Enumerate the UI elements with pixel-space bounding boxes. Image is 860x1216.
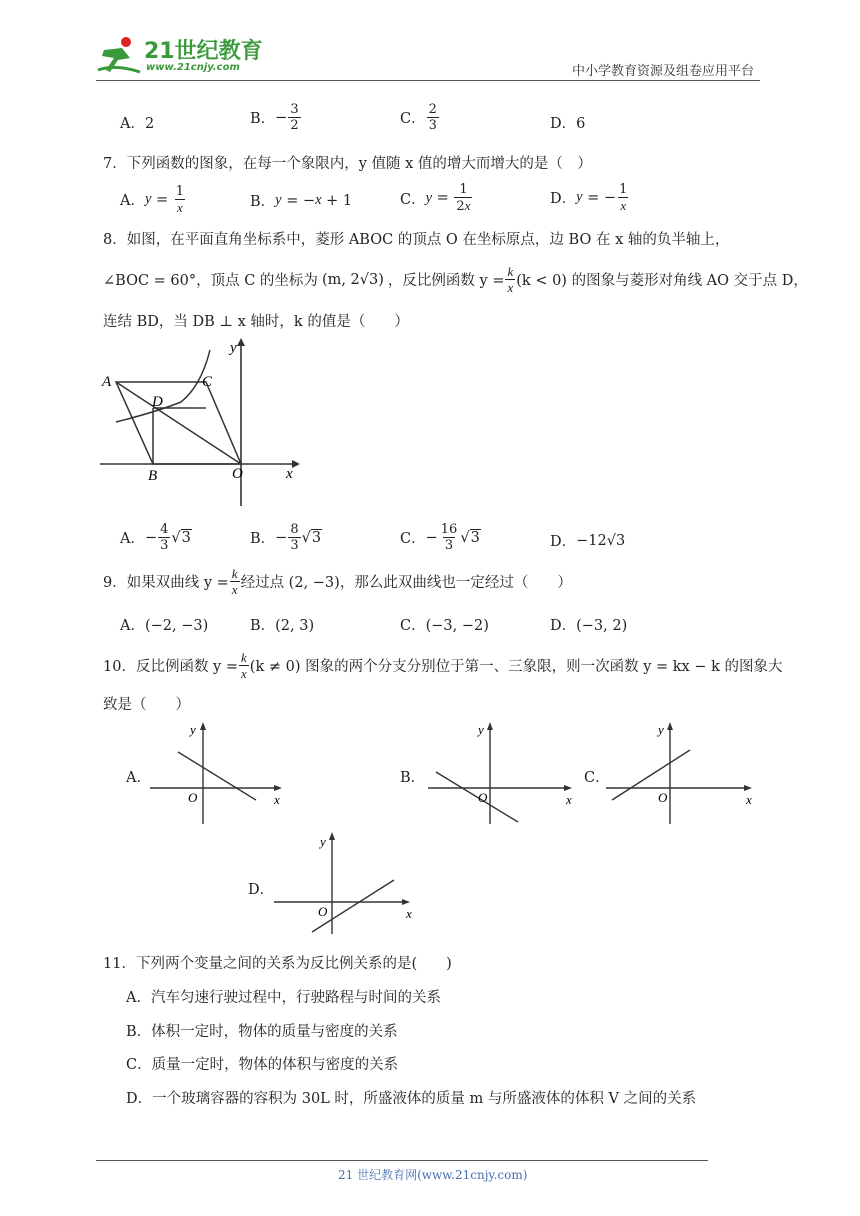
footer-rule (96, 1160, 708, 1161)
q10-graph-d (272, 830, 432, 940)
svg-text:O: O (188, 790, 198, 805)
q7-option-a[interactable]: A． y = $\frac{1}{x}$ (120, 184, 185, 215)
q8-line2: ∠BOC = 60°，顶点 C 的坐标为 (m, 2√3) ，反比例函数 y = $\frac{k}{x}$ (k < 0) 的图象与菱形对角线 AO 交于点 D， (103, 264, 808, 295)
svg-text:y: y (190, 722, 196, 737)
q8-option-b[interactable]: B． − $\frac{8}{3}$ √ 3 (250, 522, 322, 553)
fig-label-d: D (152, 394, 163, 410)
q8-option-a[interactable]: A． − $\frac{4}{3}$ √ 3 (120, 522, 191, 553)
q10-stem-cont: 致是（ ） (103, 697, 190, 713)
svg-text:y: y (478, 722, 484, 737)
q10-graph-b (426, 720, 586, 830)
fig-label-o: O (232, 466, 243, 482)
q8-option-c[interactable]: C． − $\frac{16}{3}$ √ 3 (400, 522, 480, 553)
q9-option-d[interactable]: D．(−3, 2) (550, 618, 628, 634)
q8-line1: 8．如图，在平面直角坐标系中，菱形 ABOC 的顶点 O 在坐标原点，边 BO 在 x 轴的负半轴上， (103, 232, 730, 248)
q11-option-d[interactable]: D．一个玻璃容器的容积为 30L 时，所盛液体的质量 m 与所盛液体的体积 V 之间的关系 (126, 1091, 697, 1107)
svg-text:x: x (274, 792, 280, 807)
q10-graph-a (148, 720, 288, 830)
svg-text:O: O (318, 904, 328, 919)
fig-label-c: C (202, 374, 213, 390)
q8-line3: 连结 BD，当 DB ⊥ x 轴时，k 的值是（ ） (103, 314, 409, 330)
q7-option-c[interactable]: C． y = $\frac{1}{2x}$ (400, 182, 471, 214)
q10-option-b[interactable]: B． (400, 770, 426, 786)
runner-logo-icon (96, 36, 142, 76)
fig-label-x: x (286, 466, 293, 482)
q7-stem: 7．下列函数的图象，在每一个象限内，y 值随 x 值的增大而增大的是（ ） (103, 156, 592, 172)
q8-k-over-x: $\frac{k}{x}$ (507, 264, 514, 295)
footer-text[interactable]: 21 世纪教育网(www.21cnjy.com) (338, 1168, 528, 1182)
q6-option-b[interactable]: B． − $\frac{3}{2}$ (250, 102, 299, 133)
logo-url: www.21cnjy.com (146, 62, 240, 73)
q11-stem: 11．下列两个变量之间的关系为反比例关系的是( ) (103, 956, 452, 972)
q9-option-b[interactable]: B．(2, 3) (250, 618, 315, 634)
svg-text:x: x (406, 906, 412, 921)
svg-text:x: x (566, 792, 572, 807)
q6-c-fraction: $\frac{2}{3}$ (428, 102, 437, 133)
q6-option-d[interactable]: D．6 (550, 116, 586, 132)
svg-text:O: O (658, 790, 668, 805)
fig-label-y: y (230, 340, 237, 356)
q10-graph-c (604, 720, 764, 830)
q11-option-b[interactable]: B．体积一定时，物体的质量与密度的关系 (126, 1024, 398, 1040)
fig-label-a: A (102, 374, 112, 390)
svg-text:x: x (746, 792, 752, 807)
q10-option-d[interactable]: D． (248, 882, 275, 898)
q6-b-fraction: $\frac{3}{2}$ (290, 102, 299, 133)
q7-option-b[interactable]: B． y = − x + 1 (250, 192, 353, 210)
q10-option-a[interactable]: A． (126, 770, 151, 786)
q7-option-d[interactable]: D． y = − $\frac{1}{x}$ (550, 182, 628, 213)
q10-stem: 10．反比例函数 y = $\frac{k}{x}$ (k ≠ 0) 图象的两个分支分别位于第一、三象限，则一次函数 y = kx − k 的图象大 (103, 650, 783, 681)
q9-stem: 9．如果双曲线 y = $\frac{k}{x}$ 经过点 (2, −3)，那么此双曲线也一定经过（ ） (103, 566, 572, 597)
logo-text: 21世纪教育 (144, 39, 263, 64)
q10-option-c[interactable]: C． (584, 770, 610, 786)
fig-label-b: B (148, 468, 158, 484)
q9-option-c[interactable]: C．(−3, −2) (400, 618, 489, 634)
q9-option-a[interactable]: A．(−2, −3) (120, 618, 209, 634)
q8-figure (96, 336, 316, 511)
header-right-text: 中小学教育资源及组卷应用平台 (572, 64, 755, 79)
q6-option-c[interactable]: C． $\frac{2}{3}$ (400, 102, 437, 133)
q11-option-a[interactable]: A．汽车匀速行驶过程中，行驶路程与时间的关系 (126, 990, 441, 1006)
header-logo (96, 34, 266, 78)
svg-text:O: O (478, 790, 488, 805)
svg-text:y: y (658, 722, 664, 737)
svg-text:y: y (320, 834, 326, 849)
q8-option-d[interactable]: D． −12√3 (550, 532, 626, 550)
q6-option-a[interactable]: A．2 (120, 116, 155, 132)
header-rule (96, 80, 760, 81)
q11-option-c[interactable]: C．质量一定时，物体的体积与密度的关系 (126, 1057, 399, 1073)
